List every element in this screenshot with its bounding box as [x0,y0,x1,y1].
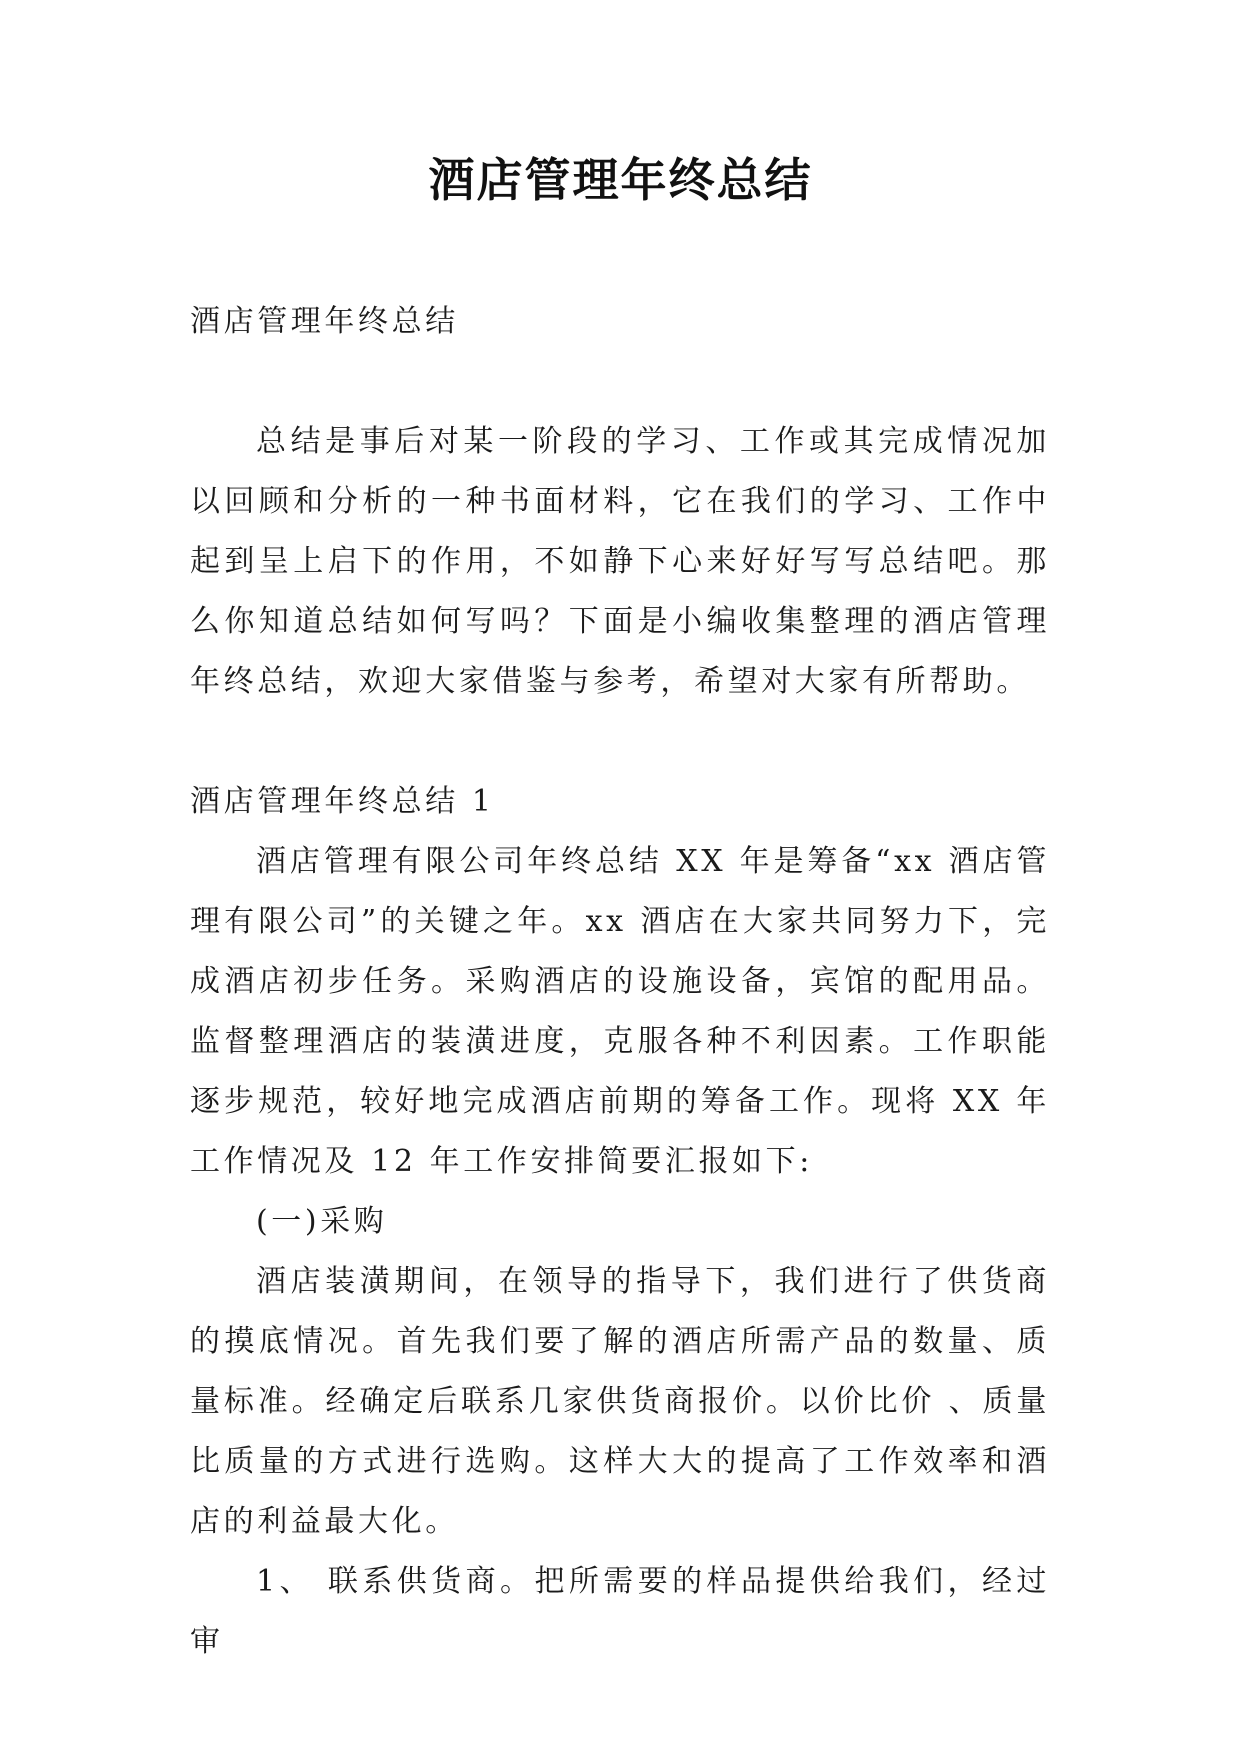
document-body [190,292,1050,1672]
document-subtitle: 酒店管理年终总结 [190,304,459,339]
subsection-heading-procurement: (一)采购 [256,1204,388,1239]
body-paragraph-summary: 酒店管理有限公司年终总结 XX 年是筹备“xx 酒店管理有限公司”的关键之年。xx 酒店在大家共同努力下，完成酒店初步任务。采购酒店的设施设备，宾馆的配用品。监督整理酒店的装潢进度，克服各种不利因素。工作职能逐步规范，较好地完成酒店前期的筹备工作。现将 XX 年工作情况及 12 年工作安排简要汇报如下: [190,844,1050,1179]
section-heading: 酒店管理年终总结 1 [190,784,495,819]
document-title: 酒店管理年终总结 [428,153,813,207]
intro-paragraph: 总结是事后对某一阶段的学习、工作或其完成情况加以回顾和分析的一种书面材料，它在我们的学习、工作中起到呈上启下的作用，不如静下心来好好写写总结吧。那么你知道总结如何写吗？下面是小编收集整理的酒店管理年终总结，欢迎大家借鉴与参考，希望对大家有所帮助。 [190,424,1050,699]
list-item-contact-suppliers: 1、 联系供货商。把所需要的样品提供给我们，经过审 [190,1564,1050,1659]
body-paragraph-procurement: 酒店装潢期间，在领导的指导下，我们进行了供货商的摸底情况。首先我们要了解的酒店所需产品的数量、质量标准。经确定后联系几家供货商报价。以价比价 、质量比质量的方式进行选购。这样大大的提高了工作效率和酒店的利益最大化。 [190,1264,1050,1539]
